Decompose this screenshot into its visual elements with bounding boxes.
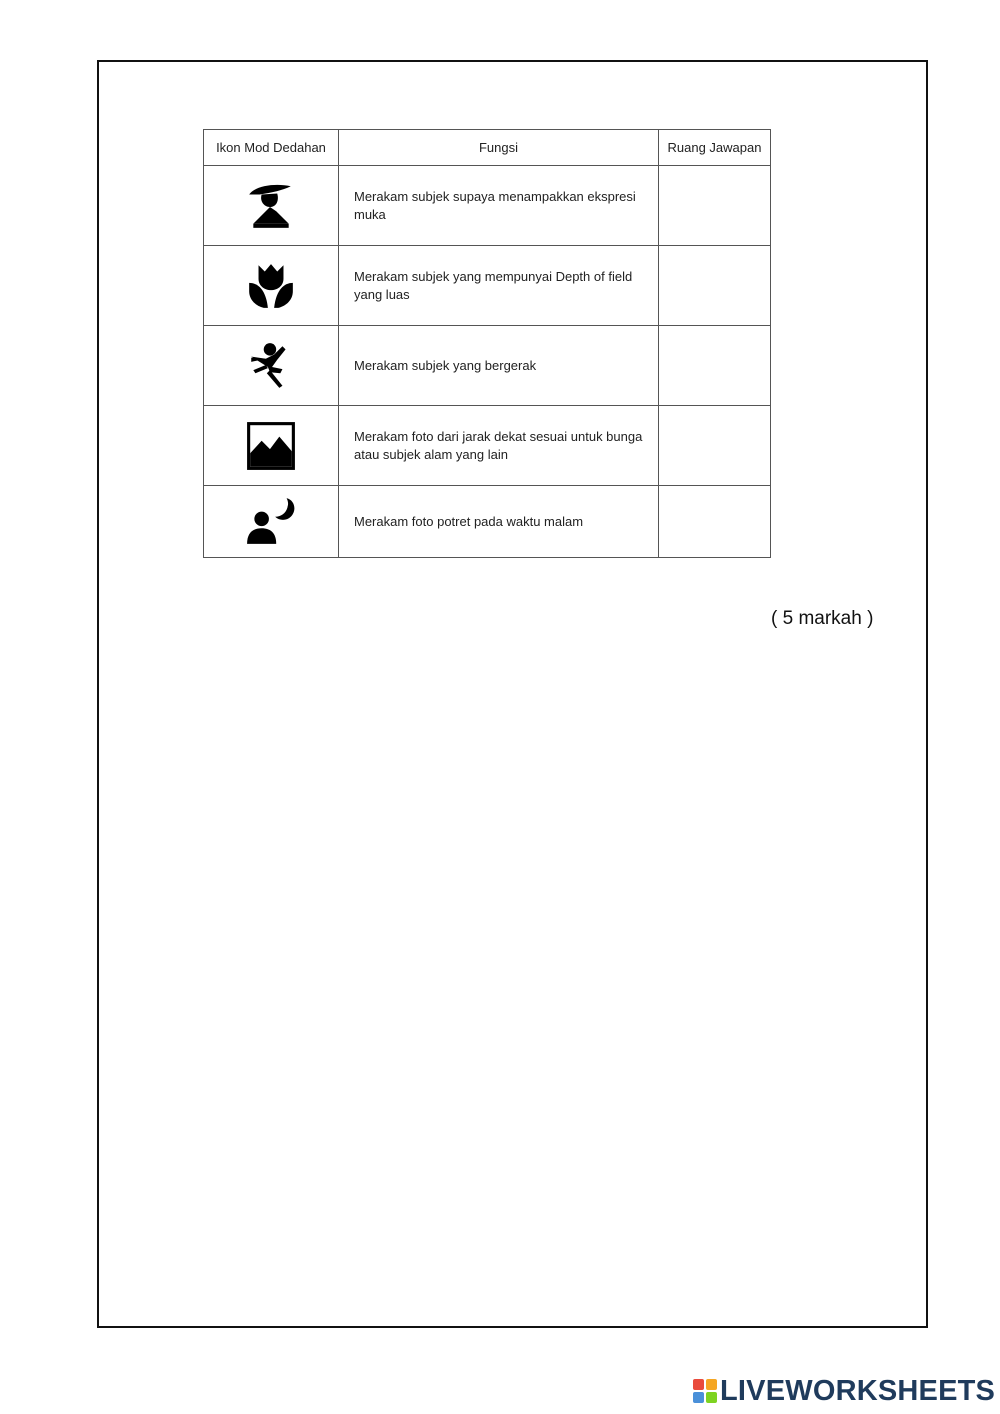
sports-running-icon [245, 340, 297, 392]
table-row [204, 326, 771, 406]
exposure-mode-table [203, 129, 771, 558]
table-header-row [204, 130, 771, 166]
icon-cell [204, 326, 339, 406]
logo-square [706, 1392, 717, 1403]
header-function-column: Fungsi [339, 130, 659, 166]
answer-box[interactable] [659, 166, 771, 246]
liveworksheets-brand [693, 1374, 995, 1408]
answer-box[interactable] [659, 486, 771, 558]
landscape-mountain-icon [245, 420, 297, 472]
header-icon-column: Ikon Mod Dedahan [204, 130, 339, 166]
function-description: Merakam subjek yang mempunyai Depth of field yang luas [339, 246, 659, 326]
table-row [204, 486, 771, 558]
portrait-icon [245, 180, 297, 232]
function-description: Merakam subjek supaya menampakkan ekspresi muka [339, 166, 659, 246]
table-row [204, 166, 771, 246]
table-row [204, 246, 771, 326]
macro-flower-icon [245, 260, 297, 312]
logo-square [693, 1379, 704, 1390]
icon-cell [204, 486, 339, 558]
logo-square [693, 1392, 704, 1403]
logo-square [706, 1379, 717, 1390]
liveworksheets-logo-icon [693, 1379, 717, 1403]
marks-label: ( 5 markah ) [771, 608, 874, 629]
function-description: Merakam foto potret pada waktu malam [339, 486, 659, 558]
icon-cell [204, 406, 339, 486]
function-description: Merakam foto dari jarak dekat sesuai untuk bunga atau subjek alam yang lain [339, 406, 659, 486]
worksheet-page [97, 60, 928, 1328]
night-portrait-icon [245, 496, 297, 548]
answer-box[interactable] [659, 326, 771, 406]
table-row [204, 406, 771, 486]
answer-box[interactable] [659, 406, 771, 486]
brand-name: LIVEWORKSHEETS [720, 1374, 996, 1407]
icon-cell [204, 166, 339, 246]
icon-cell [204, 246, 339, 326]
function-description: Merakam subjek yang bergerak [339, 326, 659, 406]
header-answer-column: Ruang Jawapan [659, 130, 771, 166]
answer-box[interactable] [659, 246, 771, 326]
